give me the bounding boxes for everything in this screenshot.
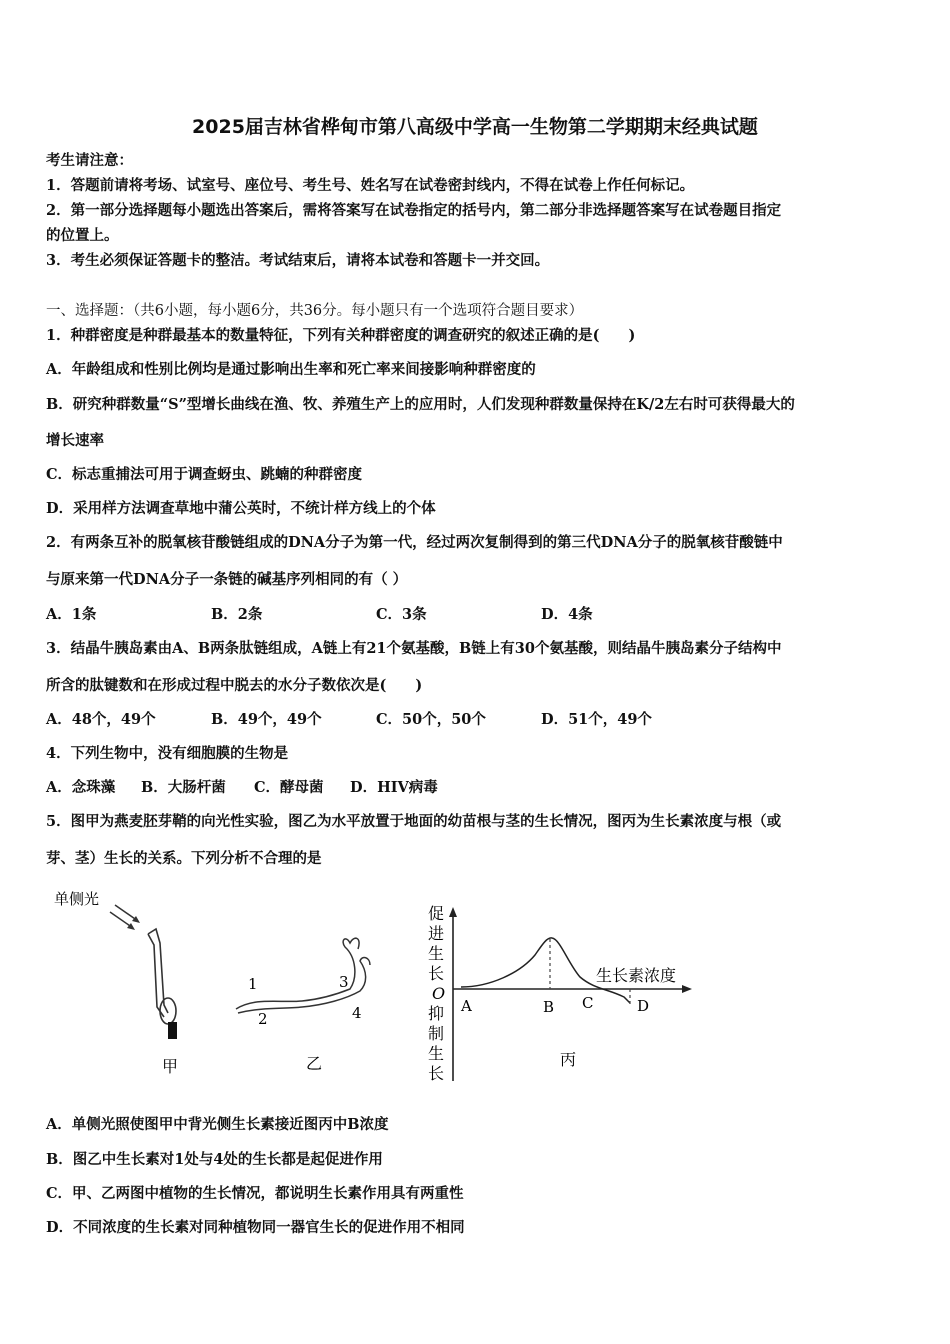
- y-up-2: 进: [428, 924, 445, 943]
- q5-option-a: A．单侧光照使图甲中背光侧生长素接近图丙中B浓度: [46, 1116, 389, 1133]
- q5-figure: [40, 885, 720, 1090]
- q4-option-d: D．HIV病毒: [350, 779, 438, 796]
- label-bing: 丙: [560, 1050, 577, 1069]
- q2-stem-cont: 与原来第一代DNA分子一条链的碱基序列相同的有（ ）: [46, 571, 408, 588]
- x-axis-label: 生长素浓度: [596, 966, 677, 985]
- point-c: C: [582, 994, 594, 1012]
- q4-option-b: B．大肠杆菌: [141, 779, 226, 796]
- q4-option-a: A．念珠藻: [46, 779, 116, 796]
- q3-option-c: C．50个，50个: [376, 711, 486, 728]
- notice-heading: 考生请注意：: [46, 152, 133, 169]
- num-2: 2: [258, 1010, 268, 1028]
- seedling-root: [238, 958, 370, 1013]
- q1-option-b-cont: 增长速率: [46, 432, 104, 449]
- y-axis-arrow: [449, 907, 457, 917]
- q2-option-d: D．4条: [541, 606, 593, 623]
- q1-option-d: D．采用样方法调查草地中蒲公英时，不统计样方线上的个体: [46, 500, 436, 517]
- y-up-1: 促: [428, 904, 445, 923]
- y-up-4: 长: [428, 964, 445, 983]
- label-yi: 乙: [306, 1054, 323, 1073]
- q2-stem: 2．有两条互补的脱氧核苷酸链组成的DNA分子为第一代，经过两次复制得到的第三代DNA分子的脱氧核苷酸链中: [46, 534, 783, 551]
- q3-option-d: D．51个，49个: [541, 711, 652, 728]
- q5-stem: 5．图甲为燕麦胚芽鞘的向光性实验，图乙为水平放置于地面的幼苗根与茎的生长情况，图丙为生长素浓度与根（或: [46, 813, 782, 830]
- num-1: 1: [248, 975, 258, 993]
- q3-stem-cont: 所含的肽键数和在形成过程中脱去的水分子数依次是( ): [46, 677, 423, 694]
- label-jia: 甲: [162, 1057, 179, 1076]
- point-b: B: [543, 998, 555, 1016]
- q2-option-b: B．2条: [211, 606, 263, 623]
- q2-option-a: A．1条: [46, 606, 97, 623]
- q3-option-a: A．48个，49个: [46, 711, 156, 728]
- x-axis-arrow: [682, 985, 692, 993]
- section-heading: 一、选择题：（共6小题，每小题6分，共36分。每小题只有一个选项符合题目要求）: [46, 303, 584, 319]
- y-origin: O: [432, 984, 446, 1003]
- y-axis-label-down: [428, 1004, 444, 1083]
- q5-option-d: D．不同浓度的生长素对同种植物同一器官生长的促进作用不相同: [46, 1219, 465, 1236]
- num-4: 4: [352, 1004, 362, 1022]
- q1-stem: 1．种群密度是种群最基本的数量特征，下列有关种群密度的调查研究的叙述正确的是( ): [46, 327, 636, 344]
- y-down-1: 抑: [428, 1004, 445, 1023]
- light-label: 单侧光: [54, 890, 100, 908]
- y-down-4: 长: [428, 1064, 445, 1083]
- notice-item-3: 3．考生必须保证答题卡的整洁。考试结束后，请将本试卷和答题卡一并交回。: [46, 252, 550, 269]
- q5-option-c: C．甲、乙两图中植物的生长情况，都说明生长素作用具有两重性: [46, 1185, 464, 1202]
- seed: [160, 998, 176, 1024]
- page-title: 2025届吉林省桦甸市第八高级中学高一生物第二学期期末经典试题: [192, 116, 758, 138]
- q5-option-b: B．图乙中生长素对1处与4处的生长都是起促进作用: [46, 1151, 383, 1168]
- point-a: A: [461, 997, 472, 1015]
- notice-item-2: 2．第一部分选择题每小题选出答案后，需将答案写在试卷指定的括号内，第二部分非选择题答案写在试卷题目指定: [46, 202, 782, 219]
- q4-option-c: C．酵母菌: [254, 779, 324, 796]
- q1-option-a: A．年龄组成和性别比例均是通过影响出生率和死亡率来间接影响种群密度的: [46, 361, 536, 378]
- q3-stem: 3．结晶牛胰岛素由A、B两条肽链组成，A链上有21个氨基酸，B链上有30个氨基酸，则结晶牛胰岛素分子结构中: [46, 640, 782, 657]
- y-down-2: 制: [428, 1024, 445, 1043]
- q5-stem-cont: 芽、茎）生长的关系。下列分析不合理的是: [46, 850, 322, 867]
- num-3: 3: [339, 973, 349, 991]
- q4-stem: 4．下列生物中，没有细胞膜的生物是: [46, 745, 289, 762]
- y-axis-label-up: [428, 904, 444, 983]
- notice-item-1: 1．答题前请将考场、试室号、座位号、考生号、姓名写在试卷密封线内，不得在试卷上作任何标记。: [46, 177, 695, 194]
- coleoptile: [148, 929, 168, 1017]
- q2-option-c: C．3条: [376, 606, 427, 623]
- notice-item-2-cont: 的位置上。: [46, 227, 119, 244]
- base: [168, 1022, 177, 1039]
- q3-option-b: B．49个，49个: [211, 711, 322, 728]
- q1-option-b: B．研究种群数量“S”型增长曲线在渔、牧、养殖生产上的应用时，人们发现种群数量保持在K/2左右时可获得最大的: [46, 396, 795, 413]
- y-up-3: 生: [428, 944, 445, 963]
- y-down-3: 生: [428, 1044, 445, 1063]
- q1-option-c: C．标志重捕法可用于调查蚜虫、跳蝻的种群密度: [46, 466, 363, 483]
- point-d: D: [637, 997, 650, 1015]
